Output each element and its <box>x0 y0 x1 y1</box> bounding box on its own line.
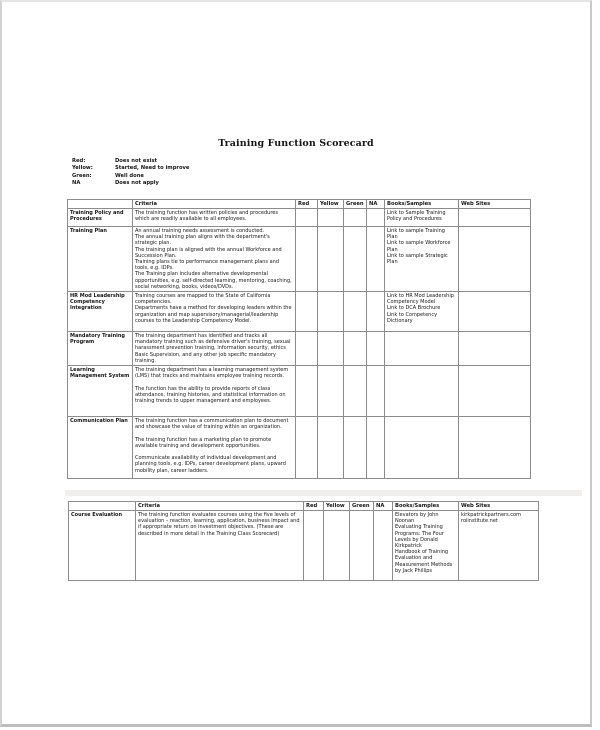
column-header-books-samples: Books/Samples <box>385 200 459 209</box>
status-green-cell <box>344 227 367 292</box>
legend-value-na: Does not apply <box>115 180 159 187</box>
status-yellow-cell <box>318 209 344 227</box>
cell-paragraph: The training function evaluates courses using the five levels of evaluation – reaction, learning, application, business impact and if appropriate return on investment objectives. (These are described in more detail in the Training Class Scorecard) <box>138 512 300 537</box>
books-samples-cell <box>393 511 459 581</box>
table-row <box>68 227 531 292</box>
cell-paragraph: Link to HR Mod Leadership Competency Model <box>387 293 454 306</box>
status-na-cell <box>374 511 393 581</box>
web-sites-cell <box>459 227 531 292</box>
cell-paragraph: Departments have a method for developing leaders within the organization and map supervisory/managerial/leadership courses to the Leadership Competency Model. <box>135 305 292 324</box>
status-na-cell <box>367 209 385 227</box>
row-label-cell: HR Mod Leadership Competency Integration <box>68 292 133 332</box>
status-red-cell <box>304 511 324 581</box>
cell-paragraph: Evaluating Training Programs: The Four Levels by Donald Kirkpatrick <box>395 524 444 550</box>
column-header-na: NA <box>367 200 385 209</box>
status-na-cell <box>367 417 385 479</box>
status-green-cell <box>344 417 367 479</box>
row-label-cell: Learning Management System <box>68 366 133 417</box>
cell-paragraph: The training plan is aligned with the annual Workforce and Succession Plan. <box>135 246 282 259</box>
scorecard-table-2 <box>68 501 539 581</box>
cell-paragraph: The training department has identified and tracks all mandatory training such as defensive driver's training, sexual harassment prevention training, information security, ethics Basic Supervision, and any other job specific mandatory training. <box>135 333 291 364</box>
cell-paragraph: Link to sample Training Plan <box>387 228 445 241</box>
cell-paragraph: The annual training plan aligns with the department's strategic plan. <box>135 234 270 247</box>
web-sites-cell <box>459 366 531 417</box>
status-na-cell <box>367 227 385 292</box>
cell-paragraph: kirkpatrickpartners.com roiinstitute.net <box>461 512 521 525</box>
cell-paragraph: Link to Competency Dictionary <box>387 311 438 324</box>
column-header-green: Green <box>350 502 374 511</box>
table-row <box>68 292 531 332</box>
status-green-cell <box>344 366 367 417</box>
legend-label-green: Green: <box>72 172 92 179</box>
column-header-web-sites: Web Sites <box>459 200 531 209</box>
books-samples-cell <box>385 227 459 292</box>
books-samples-cell <box>385 417 459 479</box>
column-header-web-sites: Web Sites <box>459 502 539 511</box>
criteria-cell <box>133 227 296 292</box>
legend-value-red: Does not exist <box>115 158 158 164</box>
status-yellow-cell <box>318 332 344 366</box>
cell-paragraph: Elevators by John Noonan <box>395 512 439 525</box>
books-samples-cell <box>385 209 459 227</box>
cell-paragraph: Training plans tie to performance management plans and tools, e.g. IDPs. <box>135 259 280 272</box>
table-row <box>68 417 531 479</box>
legend-label-na: NA <box>72 180 81 187</box>
status-green-cell <box>344 332 367 366</box>
web-sites-cell <box>459 417 531 479</box>
column-header-label <box>69 502 136 511</box>
status-yellow-cell <box>318 227 344 292</box>
criteria-cell <box>136 511 304 581</box>
cell-paragraph: Handbook of Training Evaluation and Measurement Methods by Jack Phillips <box>395 549 453 574</box>
criteria-cell <box>133 209 296 227</box>
books-samples-cell <box>385 366 459 417</box>
legend-row-yellow <box>72 165 189 172</box>
cell-paragraph: The Training plan includes alternative developmental opportunities, e.g. self-directed learning, mentoring, coaching, social networking, books, videos/DVDs. <box>135 271 292 290</box>
status-red-cell <box>296 417 318 479</box>
header-row <box>68 200 531 209</box>
column-header-green: Green <box>344 200 367 209</box>
status-green-cell <box>344 292 367 332</box>
row-label-cell: Training Plan <box>68 227 133 292</box>
column-header-criteria: Criteria <box>133 200 296 209</box>
legend-value-yellow: Started, Need to improve <box>115 165 190 172</box>
web-sites-cell <box>459 332 531 366</box>
table-row <box>69 511 539 581</box>
web-sites-cell <box>459 292 531 332</box>
books-samples-cell <box>385 292 459 332</box>
column-header-na: NA <box>374 502 393 511</box>
table-row <box>68 366 531 417</box>
column-header-yellow: Yellow <box>324 502 350 511</box>
legend-row-green <box>72 173 189 180</box>
status-yellow-cell <box>318 366 344 417</box>
cell-paragraph: Link to sample Strategic Plan <box>387 252 448 266</box>
criteria-cell <box>133 332 296 366</box>
cell-paragraph: The training function has a communication plan to document and showcase the value of training within an organization. <box>135 418 289 431</box>
status-na-cell <box>367 366 385 417</box>
row-label-cell: Course Evaluation <box>69 511 136 581</box>
status-na-cell <box>367 292 385 332</box>
scorecard-table-1 <box>67 199 531 479</box>
column-header-yellow: Yellow <box>318 200 344 209</box>
criteria-cell <box>133 417 296 479</box>
status-red-cell <box>296 227 318 292</box>
row-label-cell: Communication Plan <box>68 417 133 479</box>
legend-value-green: Well done <box>115 172 144 179</box>
color-legend <box>72 158 189 188</box>
web-sites-cell <box>459 209 531 227</box>
cell-paragraph: Training courses are mapped to the State of California competencies. <box>135 293 271 306</box>
table-row <box>68 332 531 366</box>
cell-paragraph: The training department has a learning management system (LMS) that tracks and maintains employee training records. <box>135 367 289 380</box>
cell-paragraph: Link to DCA Brochure <box>387 305 441 312</box>
legend-row-red <box>72 158 189 165</box>
cell-paragraph: An annual training needs assessment is conducted. <box>135 228 265 234</box>
column-header-red: Red <box>296 200 318 209</box>
status-green-cell <box>350 511 374 581</box>
criteria-cell <box>133 292 296 332</box>
cell-paragraph: The training function has a marketing plan to promote available training and development opportunities. <box>135 436 272 449</box>
cell-paragraph: Link to sample Workforce Plan <box>387 240 451 253</box>
legend-label-yellow: Yellow: <box>72 165 93 172</box>
cell-paragraph: Communicate availability of individual development and planning tools, e.g. IDPs, career development plans, upward mobility plan, career ladders. <box>135 455 286 474</box>
criteria-cell <box>133 366 296 417</box>
row-label-cell: Training Policy and Procedures <box>68 209 133 227</box>
column-header-red: Red <box>304 502 324 511</box>
status-red-cell <box>296 332 318 366</box>
row-label-cell: Mandatory Training Program <box>68 332 133 366</box>
legend-label-red: Red: <box>72 158 86 164</box>
status-yellow-cell <box>324 511 350 581</box>
column-header-criteria: Criteria <box>136 502 304 511</box>
page-break-band <box>65 490 582 496</box>
header-row <box>69 502 539 511</box>
status-na-cell <box>367 332 385 366</box>
cell-paragraph: The training function has written policies and procedures which are readily available to all employees. <box>135 210 278 223</box>
cell-paragraph: The function has the ability to provide reports of class attendance, training histories, and statistical information on training trends to upper management and employees. <box>135 385 286 405</box>
status-red-cell <box>296 292 318 332</box>
status-green-cell <box>344 209 367 227</box>
column-header-label <box>68 200 133 209</box>
legend-row-na <box>72 180 189 187</box>
status-red-cell <box>296 209 318 227</box>
cell-paragraph: Link to Sample Training Policy and Procedures <box>387 210 446 223</box>
status-red-cell <box>296 366 318 417</box>
status-yellow-cell <box>318 292 344 332</box>
status-yellow-cell <box>318 417 344 479</box>
books-samples-cell <box>385 332 459 366</box>
column-header-books-samples: Books/Samples <box>393 502 459 511</box>
table-row <box>68 209 531 227</box>
web-sites-cell <box>459 511 539 581</box>
page-title: Training Function Scorecard <box>218 138 374 149</box>
